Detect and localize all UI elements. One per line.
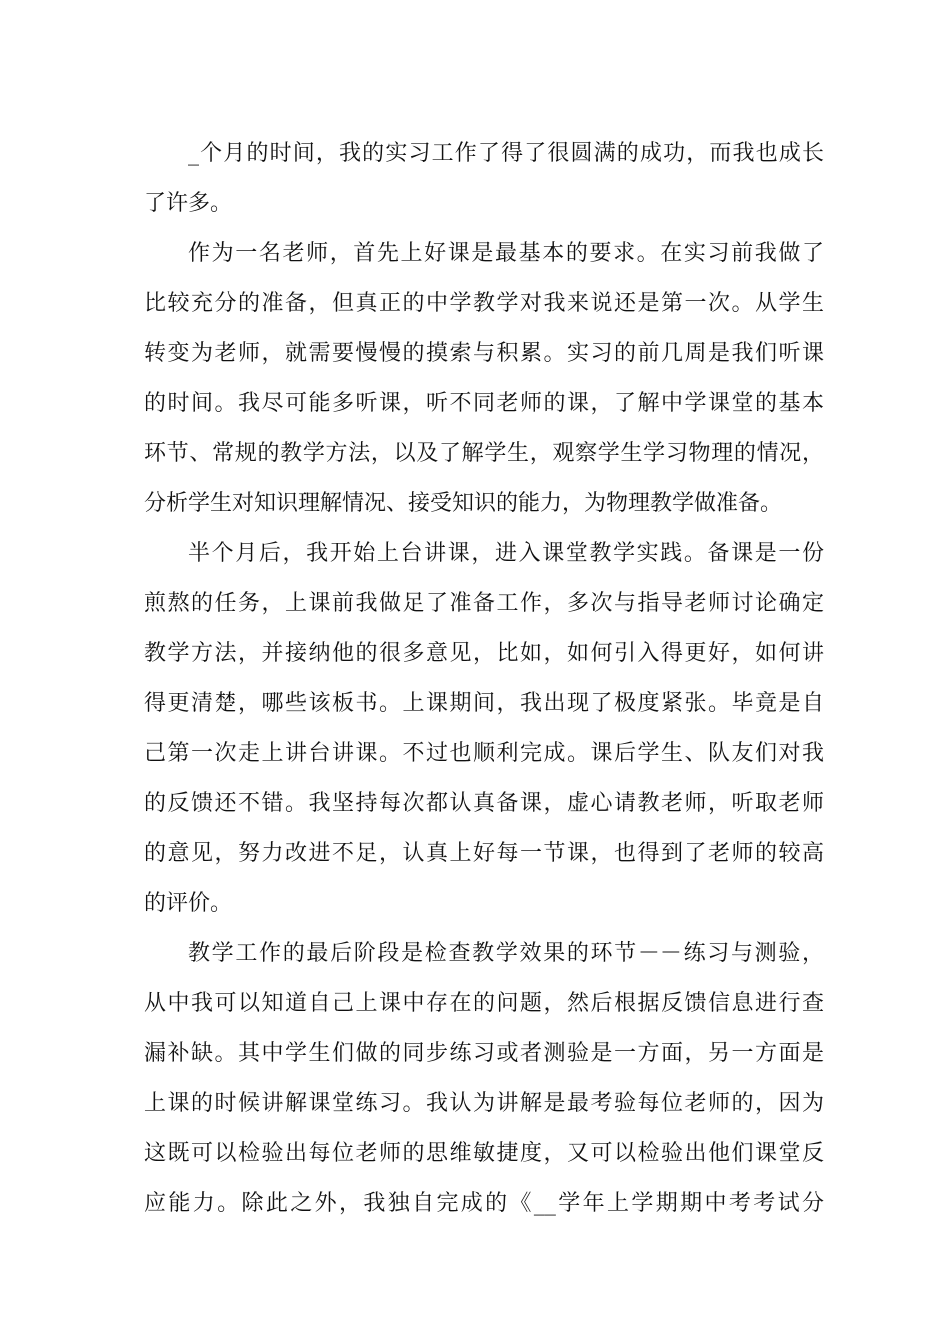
text-line: 的反馈还不错。我坚持每次都认真备课，虚心请教老师，听取老师 (144, 791, 824, 816)
text-line: 的意见，努力改进不足，认真上好每一节课，也得到了老师的较高 (144, 841, 824, 866)
text-line: 这既可以检验出每位老师的思维敏捷度，又可以检验出他们课堂反 (144, 1141, 824, 1166)
text-line: 教学方法，并接纳他的很多意见，比如，如何引入得更好，如何讲 (144, 641, 824, 666)
text-line: 环节、常规的教学方法，以及了解学生，观察学生学习物理的情况， (144, 441, 824, 466)
document-page (144, 129, 824, 1229)
text-line: 应能力。除此之外，我独自完成的《__学年上学期期中考考试分 (144, 1191, 824, 1216)
text-line: 的评价。 (144, 891, 233, 916)
text-line: 分析学生对知识理解情况、接受知识的能力，为物理教学做准备。 (144, 491, 783, 516)
text-line: 煎熬的任务，上课前我做足了准备工作，多次与指导老师讨论确定 (144, 591, 824, 616)
text-line: 教学工作的最后阶段是检查教学效果的环节－－练习与测验， (188, 941, 824, 966)
text-line: 转变为老师，就需要慢慢的摸索与积累。实习的前几周是我们听课 (144, 341, 824, 366)
text-line: 从中我可以知道自己上课中存在的问题，然后根据反馈信息进行查 (144, 991, 824, 1016)
text-line: 漏补缺。其中学生们做的同步练习或者测验是一方面，另一方面是 (144, 1041, 824, 1066)
text-line: 比较充分的准备，但真正的中学教学对我来说还是第一次。从学生 (144, 291, 824, 316)
text-line: 作为一名老师，首先上好课是最基本的要求。在实习前我做了 (188, 241, 824, 266)
text-line: 的时间。我尽可能多听课，听不同老师的课，了解中学课堂的基本 (144, 391, 824, 416)
text-line: 半个月后，我开始上台讲课，进入课堂教学实践。备课是一份 (188, 541, 824, 566)
text-line: _个月的时间，我的实习工作了得了很圆满的成功，而我也成长 (188, 141, 824, 166)
text-line: 己第一次走上讲台讲课。不过也顺利完成。课后学生、队友们对我 (144, 741, 824, 766)
text-line: 了许多。 (144, 191, 233, 216)
text-line: 得更清楚，哪些该板书。上课期间，我出现了极度紧张。毕竟是自 (144, 691, 824, 716)
text-line: 上课的时候讲解课堂练习。我认为讲解是最考验每位老师的，因为 (144, 1091, 824, 1116)
